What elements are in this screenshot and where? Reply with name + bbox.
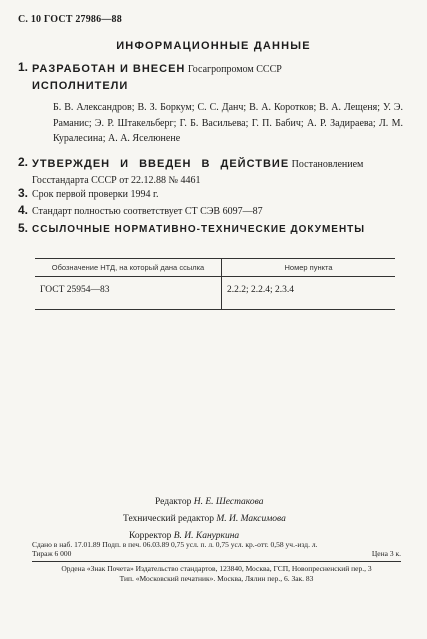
editor-name: Н. Е. Шестакова [193, 497, 264, 507]
section-1-text: Госагропромом СССР [187, 64, 282, 75]
section-2 [32, 156, 402, 189]
section-4-number: 4. [18, 203, 29, 217]
section-2-text: Постановлением Госстандарта СССР от 22.12.88 № 4461 [32, 159, 364, 186]
imprint-block [32, 540, 401, 558]
publisher-footer [32, 564, 401, 583]
section-5-number: 5. [18, 221, 29, 235]
price: Цена 3 к. [371, 549, 401, 558]
page-title: ИНФОРМАЦИОННЫЕ ДАННЫЕ [116, 40, 311, 52]
table-row [35, 277, 395, 310]
print-run: Тираж 6 000 [32, 549, 72, 558]
section-1 [32, 61, 282, 78]
printer-line: Тип. «Московский печатник». Москва, Лялин пер., 6. Зак. 83 [119, 573, 314, 583]
section-5-title: ССЫЛОЧНЫЕ НОРМАТИВНО-ТЕХНИЧЕСКИЕ ДОКУМЕНТЫ [32, 224, 366, 235]
section-1-number: 1. [18, 60, 29, 74]
credits-block [123, 494, 286, 545]
references-table [35, 258, 395, 310]
table-cell-clause: 2.2.2; 2.2.4; 2.3.4 [222, 277, 396, 310]
tech-editor-line [123, 511, 286, 528]
page-header: С. 10 ГОСТ 27986—88 [18, 14, 122, 25]
corrector-name: В. И. Кануркина [173, 531, 240, 541]
section-1-subtitle: ИСПОЛНИТЕЛИ [32, 80, 129, 92]
section-2-title: УТВЕРЖДЕН И ВВЕДЕН В ДЕЙСТВИЕ [32, 158, 290, 170]
column-header-document: Обозначение НТД, на который дана ссылка [35, 259, 222, 277]
table-cell-document: ГОСТ 25954—83 [35, 277, 222, 310]
footer-divider [32, 561, 401, 562]
table-header-row [35, 259, 395, 277]
section-4-text: Стандарт полностью соответствует СТ СЭВ 6097—87 [32, 206, 263, 217]
section-3-text: Срок первой проверки 1994 г. [32, 189, 159, 200]
section-1-title: РАЗРАБОТАН И ВНЕСЕН [32, 63, 186, 75]
corrector-label: Корректор [129, 531, 172, 541]
imprint-line: Сдано в наб. 17.01.89 Подп. в печ. 06.03.89 0,75 усл. п. л. 0,75 усл. кр.-отт. 0,58 уч.-изд. л. [32, 540, 318, 549]
executors-list: Б. В. Александров; В. З. Боркум; С. С. Данч; В. А. Коротков; В. А. Лещеня; У. Э. Раманис; Э. Р. Штакельберг; Г. Б. Васильева; Г. П. Бабич; А. Р. Задираева; Л. М. Куралесина; А. А. Яселюнене [53, 102, 403, 144]
tech-editor-name: М. И. Максимова [216, 514, 286, 524]
tech-editor-label: Технический редактор [123, 514, 214, 524]
editor-line [155, 494, 286, 511]
editor-label: Редактор [155, 497, 192, 507]
column-header-clause: Номер пункта [222, 259, 396, 277]
section-2-number: 2. [18, 155, 29, 169]
section-3-number: 3. [18, 186, 29, 200]
publisher-line: Ордена «Знак Почета» Издательство стандартов, 123840, Москва, ГСП, Новопресненский пер., 3 [61, 564, 372, 573]
